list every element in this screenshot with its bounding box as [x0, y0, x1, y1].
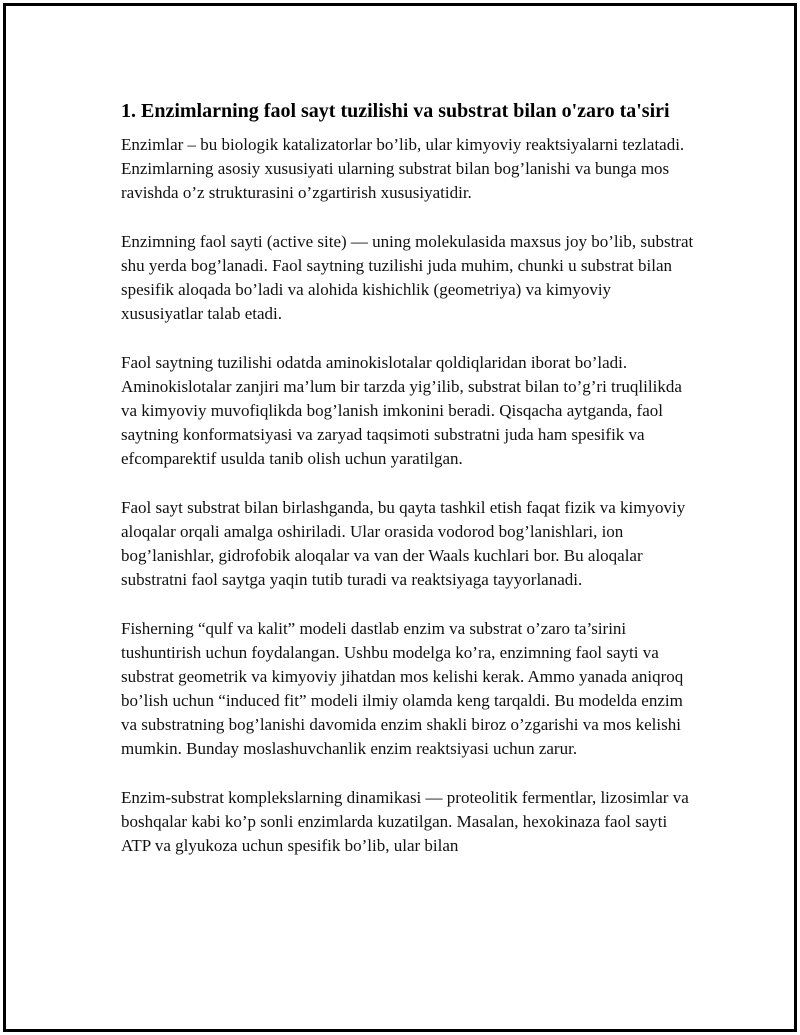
paragraph-6: Enzim-substrat komplekslarning dinamikasi — proteolitik fermentlar, lizosimlar va boshqalar kabi ko’p sonli enzimlarda kuzatilgan. Masalan, hexokinaza faol sayti ATP va glyukoza uchun spesifik bo’lib, ular bilan [121, 788, 689, 855]
paragraph-2: Enzimning faol sayti (active site) — uning molekulasida maxsus joy bo’lib, substrat shu yerda bog’lanadi. Faol saytning tuzilishi juda muhim, chunki u substrat bilan spesifik aloqada bo’ladi va alohida kishichlik (geometriya) va kimyoviy xususiyatlar talab etadi. [121, 232, 694, 323]
section-title: 1. Enzimlarning faol sayt tuzilishi va substrat bilan o'zaro ta'siri [121, 100, 670, 122]
paragraph-4: Faol sayt substrat bilan birlashganda, bu qayta tashkil etish faqat fizik va kimyoviy aloqalar orqali amalga oshiriladi. Ular orasida vodorod bog’lanishlari, ion bog’lanishlar, gidrofobik aloqalar va van der Waals kuchlari bor. Bu aloqalar substratni faol saytga yaqin tutib turadi va reaktsiyaga tayyorlanadi. [121, 498, 686, 589]
paragraph-1: Enzimlar – bu biologik katalizatorlar bo’lib, ular kimyoviy reaktsiyalarni tezlatadi. Enzimlarning asosiy xususiyati ularning substrat bilan bog’lanishi va bunga mos ravishda o’z strukturasini o’zgartirish xususiyatidir. [121, 135, 685, 202]
page-border [3, 3, 797, 1032]
paragraph-5: Fisherning “qulf va kalit” modeli dastlab enzim va substrat o’zaro ta’sirini tushuntirish uchun foydalangan. Ushbu modelga ko’ra, enzimning faol sayti va substrat geometrik va kimyoviy jihatdan mos kelishi kerak. Ammo yanada aniqroq bo’lish uchun “induced fit” modeli ilmiy olamda keng tarqaldi. Bu modelda enzim va substratning bog’lanishi davomida enzim shakli biroz o’zgarishi va mos kelishi mumkin. Bunday moslashuvchanlik enzim reaktsiyasi uchun zarur. [121, 619, 684, 758]
document-body [121, 98, 696, 883]
paragraph-3: Faol saytning tuzilishi odatda aminokislotalar qoldiqlaridan iborat bo’ladi. Aminokislotalar zanjiri ma’lum bir tarzda yig’ilib, substrat bilan to’g’ri truqlilikda va kimyoviy muvofiqlikda bog’lanish imkonini beradi. Qisqacha aytganda, faol saytning konformatsiyasi va zaryad taqsimoti substratni juda ham spesifik va efcomparektif usulda tanib olish uchun yaratilgan. [121, 353, 682, 468]
